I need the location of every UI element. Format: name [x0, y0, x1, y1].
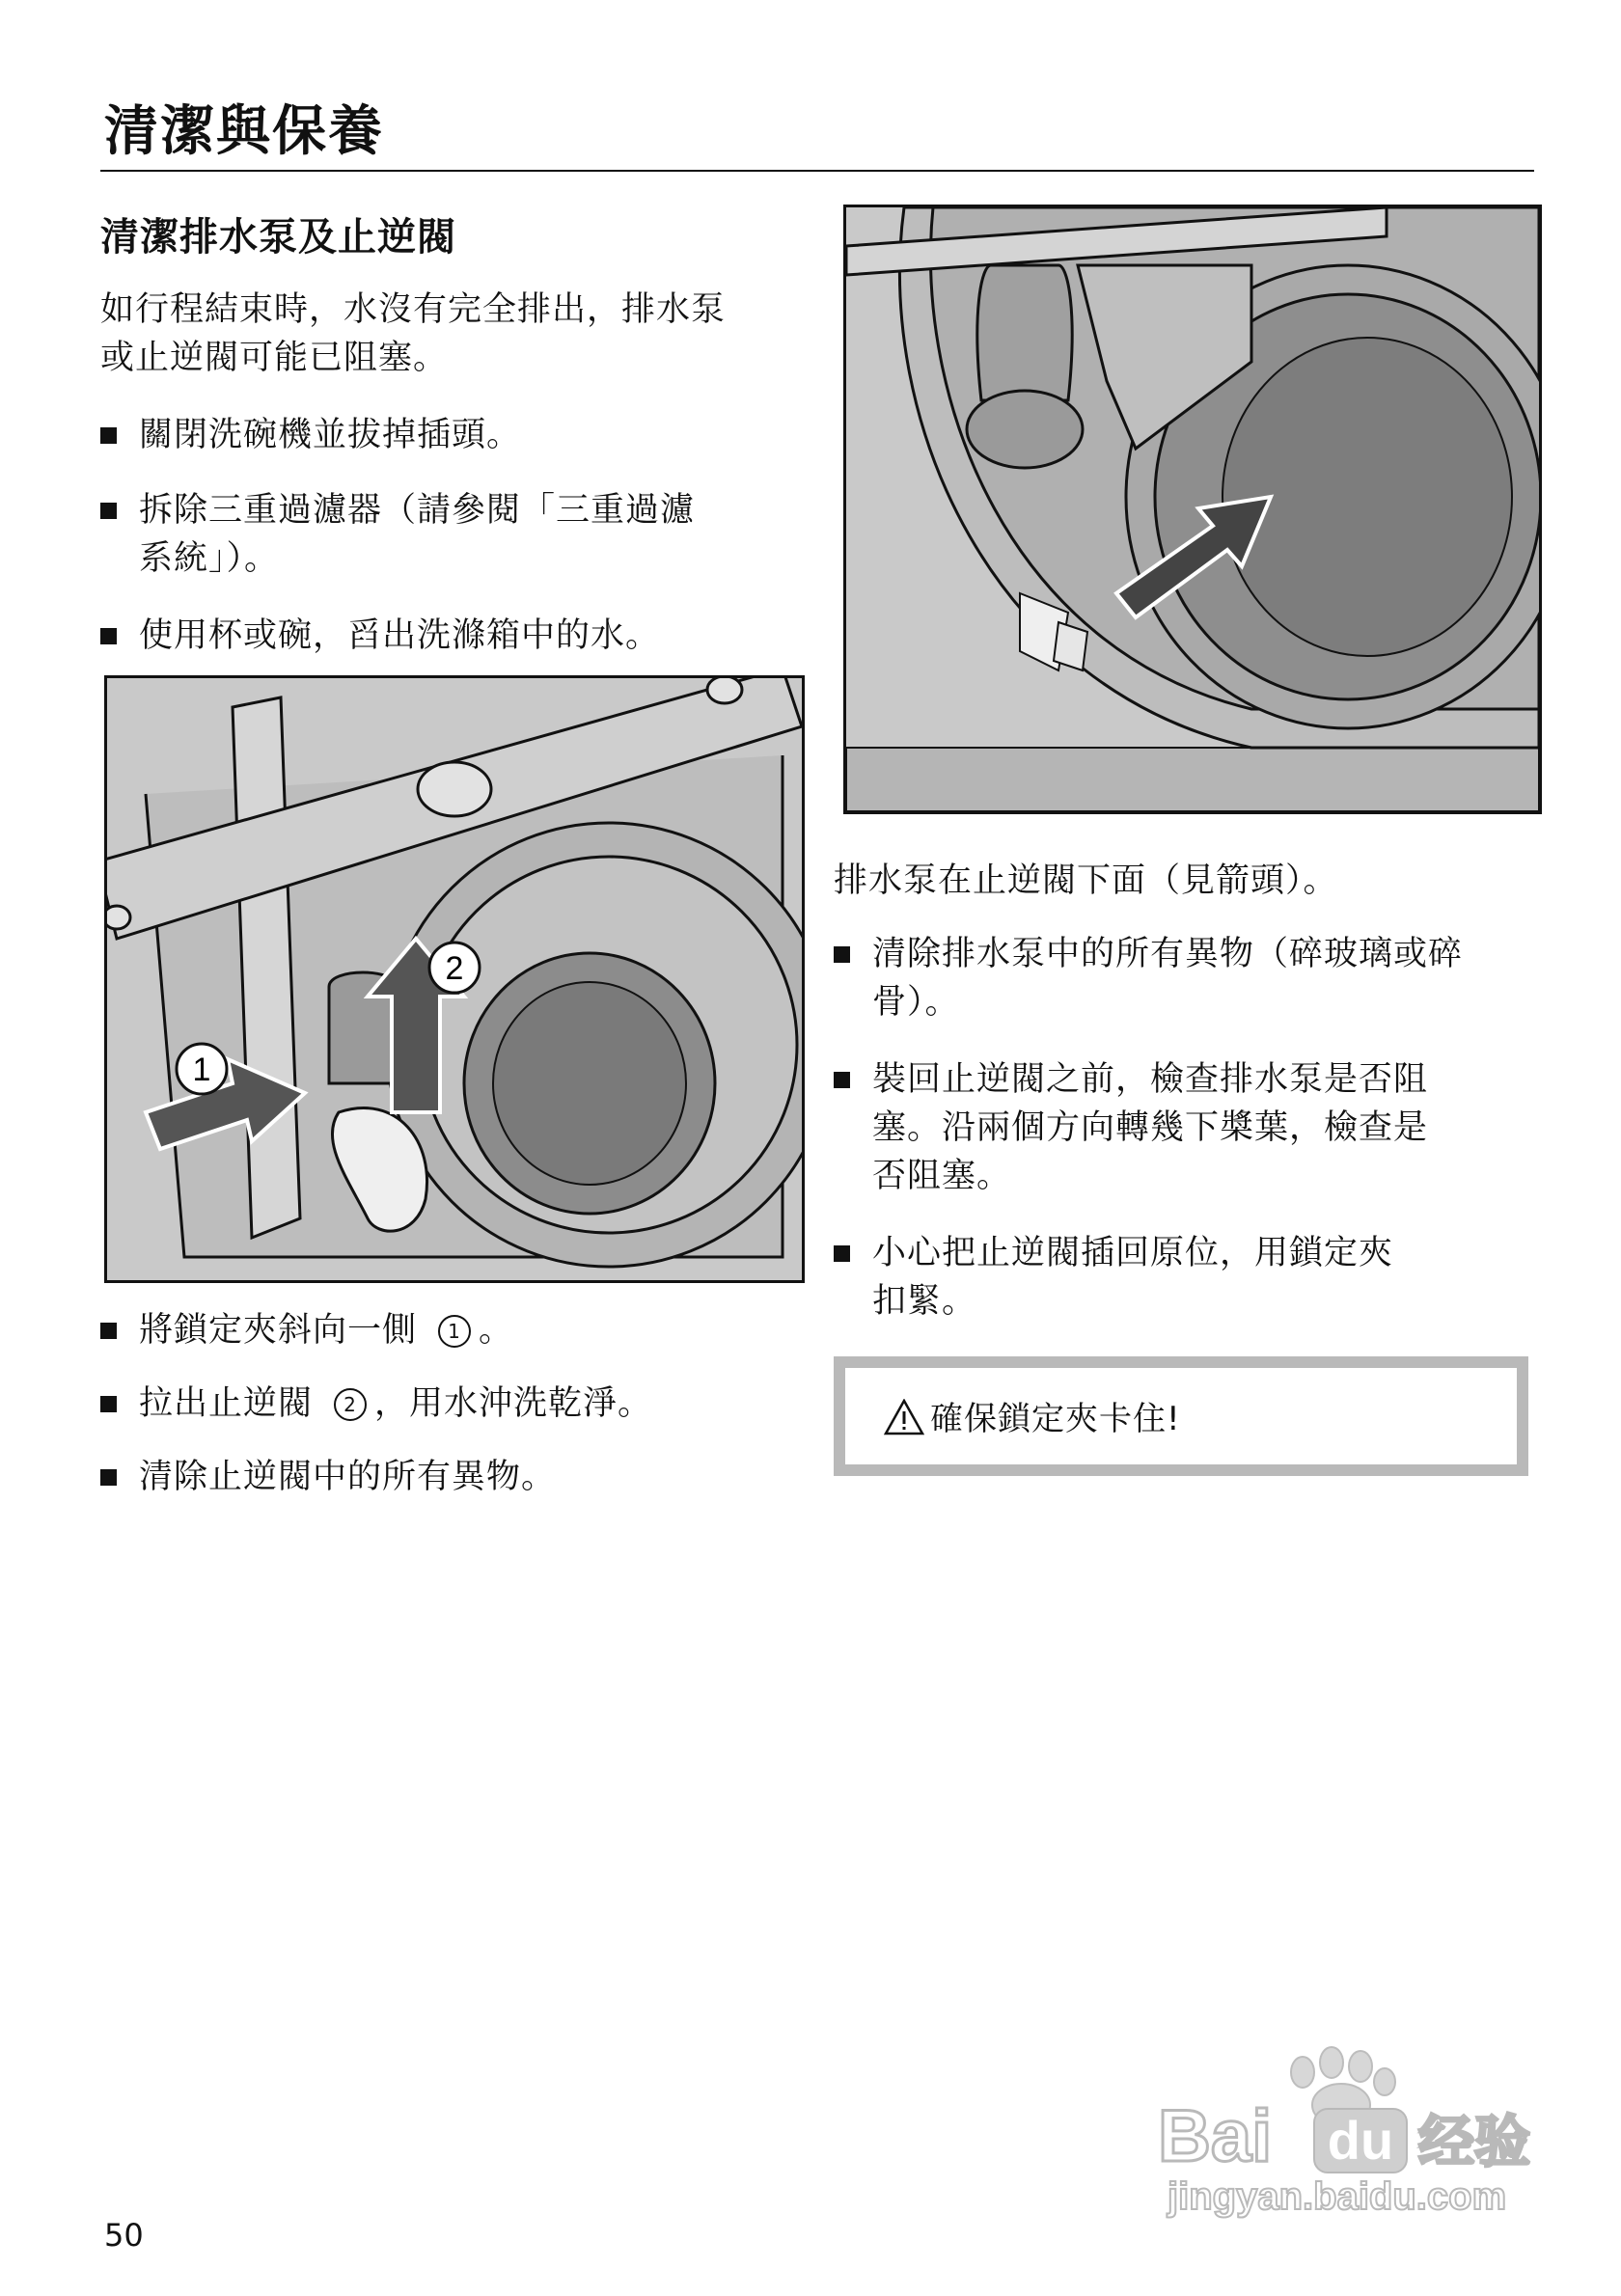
step-text: 清除止逆閥中的所有異物。: [139, 1458, 557, 1496]
bullet-square: [834, 1072, 850, 1088]
step-text: 否阻塞。: [872, 1157, 1012, 1195]
callout-1-label: 1: [192, 1052, 211, 1088]
step-text: [100, 1306, 814, 1354]
step-remove-filter: [100, 486, 814, 583]
callout-2-label: 2: [445, 950, 464, 987]
warning-box: [834, 1356, 1528, 1476]
section-title: 清潔排水泵及止逆閥: [100, 215, 456, 260]
step-tilt-clip: [100, 1306, 814, 1354]
watermark-brand-jingyan: 经验: [1418, 2109, 1531, 2174]
bullet-square: [834, 1245, 850, 1262]
step-pull-valve: [100, 1380, 814, 1428]
step-clean-valve: [100, 1453, 814, 1501]
step-text-main: 將鎖定夾斜向一側: [139, 1311, 418, 1350]
step-text: 塞。沿兩個方向轉幾下槳葉，檢查是: [872, 1108, 1429, 1147]
intro-line: 如行程結束時，水沒有完全排出，排水泵: [100, 290, 727, 329]
figure-check-valve: [104, 675, 805, 1283]
intro-line: 或止逆閥可能已阻塞。: [100, 339, 449, 377]
step-text-end: 。: [479, 1311, 514, 1350]
step-text: 系統」）。: [139, 539, 280, 578]
watermark-url: jingyan.baidu.com: [1168, 2175, 1507, 2218]
pump-caption: 排水泵在止逆閥下面（見箭頭）。: [834, 861, 1338, 900]
page-title: 清潔與保養: [104, 100, 384, 163]
circled-marker-1: 1: [438, 1315, 471, 1348]
check-valve-illustration: [107, 678, 802, 1280]
title-rule: [100, 170, 1534, 172]
bullet-square: [100, 427, 117, 444]
step-text: 使用杯或碗，舀出洗滌箱中的水。: [139, 616, 661, 655]
circled-marker-2: 2: [334, 1388, 367, 1421]
step-text-main: 拉出止逆閥: [139, 1384, 314, 1423]
warning-triangle-icon: [884, 1399, 924, 1444]
step-check-pump: [834, 1055, 1548, 1200]
drain-pump-illustration: [846, 207, 1539, 811]
step-text: [100, 1380, 814, 1428]
step-unplug: [100, 411, 814, 459]
watermark-brand: Bai: [1158, 2095, 1273, 2177]
step-scoop-water: [100, 612, 814, 660]
step-text: 拆除三重過濾器（請參閱「三重過濾: [139, 491, 696, 530]
step-text: 扣緊。: [872, 1282, 977, 1321]
page-number: 50: [104, 2217, 144, 2254]
warning-content: [884, 1399, 1181, 1444]
step-text-end: ，用水沖洗乾淨。: [374, 1384, 653, 1423]
warning-text: 確保鎖定夾卡住!: [930, 1400, 1181, 1438]
bullet-square: [834, 946, 850, 963]
step-text: 關閉洗碗機並拔掉插頭。: [139, 416, 522, 454]
step-text: 清除排水泵中的所有異物（碎玻璃或碎: [872, 935, 1464, 973]
bullet-square: [100, 1469, 117, 1486]
step-clear-pump: [834, 930, 1548, 1026]
step-text: 裝回止逆閥之前，檢查排水泵是否阻: [872, 1060, 1429, 1099]
step-text: 小心把止逆閥插回原位，用鎖定夾: [872, 1234, 1394, 1272]
figure-drain-pump: [843, 205, 1542, 814]
baidu-watermark: [1148, 2045, 1563, 2219]
bullet-square: [100, 1396, 117, 1412]
step-reinsert-valve: [834, 1229, 1548, 1326]
watermark-brand-du: du: [1327, 2110, 1394, 2171]
intro-paragraph: [100, 286, 814, 382]
step-text: 骨）。: [872, 983, 960, 1022]
bullet-square: [100, 503, 117, 519]
baidu-paw-icon: [1148, 2045, 1563, 2219]
bullet-square: [100, 1323, 117, 1339]
bullet-square: [100, 628, 117, 644]
